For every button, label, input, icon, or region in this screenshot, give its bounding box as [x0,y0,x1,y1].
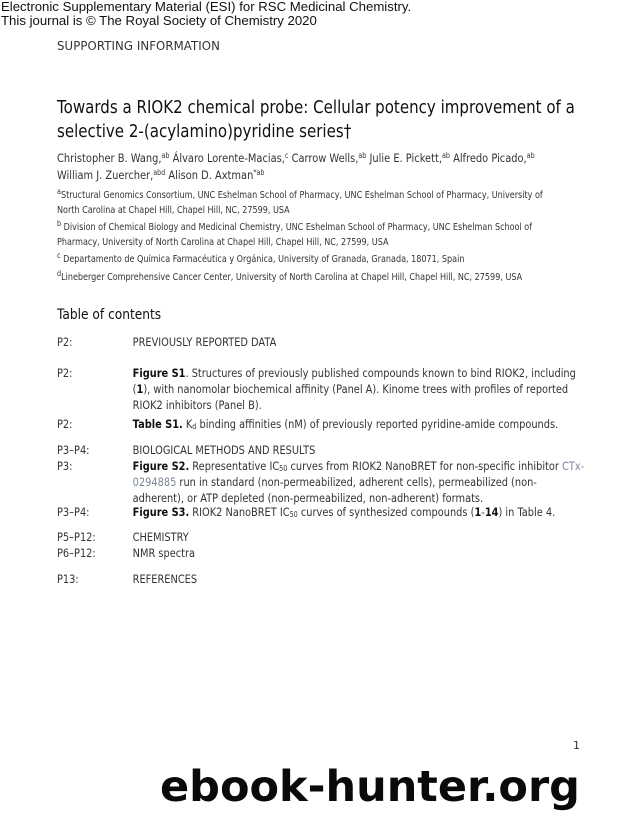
toc-figure-label: Figure S2. [132,459,190,473]
toc-entry-text [133,504,587,520]
author-affil-mark: ab [441,151,450,160]
affiliation-d [57,268,556,286]
toc-figure-label: Figure S3. [132,505,190,519]
affiliation-text: Lineberger Comprehensive Cancer Center, University of North Carolina at Chapel Hill, Chapel Hill, NC, 27599, USA [61,271,523,283]
toc-entry-text: PREVIOUSLY REPORTED DATA [132,335,277,349]
toc-figure-label: Figure S1 [132,366,186,380]
toc-page-ref: P2: [57,366,73,380]
compound-ref: 1 [474,505,482,519]
toc-text-part: binding affinities (nM) of previously reported pyridine-amide compounds. [196,417,559,431]
toc-text-part: ), with nanomolar biochemical affinity (Panel A). Kinome trees with profiles of reported RIOK2 inhibitors (Panel B). [132,382,569,412]
toc-entry-text: CHEMISTRY [132,530,189,544]
affiliations [57,189,556,288]
supporting-information-label: SUPPORTING INFORMATION [57,38,220,53]
authors-line2 [57,167,601,184]
affiliation-b [57,221,556,250]
toc-text-part: curves of synthesized compounds ( [297,505,475,519]
affiliation-c [57,253,556,268]
toc-text-part: run in standard (non-permeabilized, adherent cells), permeabilized (non-adherent), or ATP depleted (non-permeabilized, non-adherent) formats. [132,475,537,505]
toc-table-label: Table S1. [132,417,183,431]
affiliation-mark: d [57,268,62,278]
paper-title [57,96,607,144]
esi-header-line1: Electronic Supplementary Material (ESI) for RSC Medicinal Chemistry. [1,0,412,14]
author-affil-mark: abd [153,168,166,177]
affiliation-mark: c [57,251,61,260]
author-name: Alfredo Picado, [453,151,527,165]
title-line1: Towards a RIOK2 chemical probe: Cellular potency improvement of a [57,98,575,118]
affiliation-a [57,189,556,218]
toc-page-ref: P13: [57,572,79,586]
toc-entry-text: REFERENCES [132,572,198,586]
author-name: Christopher B. Wang, [57,151,162,165]
compound-ref: 14 [484,505,499,519]
author-affil-mark: ab [358,151,367,160]
toc-text-part: ) in Table 4. [498,505,556,519]
toc-entry-text: NMR spectra [132,546,195,560]
toc-entry-text [133,416,587,432]
subscript: 50 [279,464,288,473]
author-name: Carrow Wells, [291,151,359,165]
author-affil-mark: *ab [253,168,265,177]
toc-text-part: RIOK2 NanoBRET IC [189,505,290,519]
subscript: d [192,422,197,431]
toc-page-ref: P3–P4: [57,505,90,519]
author-affil-mark: ab [526,151,535,160]
compound-link[interactable]: CTx-0294885 [132,459,585,489]
affiliation-text: Departamento de Química Farmacéutica y Orgánica, University of Granada, Granada, 18071, Spain [63,254,465,265]
page-number: 1 [573,739,580,752]
toc-heading: Table of contents [57,307,162,323]
compound-ref: 1 [136,382,144,396]
toc-text-part: - [481,505,485,519]
watermark: ebook-hunter.org [160,762,580,812]
author-affil-mark: ab [161,151,170,160]
author-name: Álvaro Lorente-Macias, [172,151,285,165]
toc-page-ref: P6–P12: [57,546,96,560]
toc-text-part: curves from RIOK2 NanoBRET for non-specific inhibitor [287,459,563,473]
affiliation-mark: b [57,219,62,228]
authors-line1 [57,150,601,167]
toc-page-ref: P3–P4: [57,443,90,457]
author-affil-mark: c [284,151,289,160]
affiliation-text: Structural Genomics Consortium, UNC Eshelman School of Pharmacy, UNC Eshelman School of Pharmacy, University of North Carolina at Chapel Hill, Chapel Hill, NC, 27599, USA [57,190,543,216]
toc-entry-text [133,458,587,506]
toc-page-ref: P2: [57,335,73,349]
toc-text-part: . Structures of previously published compounds known to bind RIOK2, including ( [132,366,576,396]
author-name: William J. Zuercher, [57,168,154,182]
subscript: 50 [289,510,298,519]
affiliation-text: Division of Chemical Biology and Medicinal Chemistry, UNC Eshelman School of Pharmacy, UNC Eshelman School of Pharmacy, University of North Carolina at Chapel Hill, Chapel Hill, NC, 27599, USA [57,222,533,248]
author-name: Alison D. Axtman [168,168,254,182]
author-name: Julie E. Pickett, [369,151,442,165]
esi-header [1,0,411,28]
toc-page-ref: P5–P12: [57,530,96,544]
author-list [57,150,601,184]
toc-page-ref: P2: [57,417,73,431]
toc-entry-text: BIOLOGICAL METHODS AND RESULTS [132,443,316,457]
toc-text-part: Representative IC [189,459,280,473]
title-line2: selective 2-(acylamino)pyridine series† [57,122,352,142]
esi-header-line2: This journal is © The Royal Society of Chemistry 2020 [1,13,317,28]
toc-text-part: K [182,417,193,431]
toc-entry-text [133,365,587,413]
toc-page-ref: P3: [57,459,73,473]
affiliation-mark: a [57,187,61,196]
